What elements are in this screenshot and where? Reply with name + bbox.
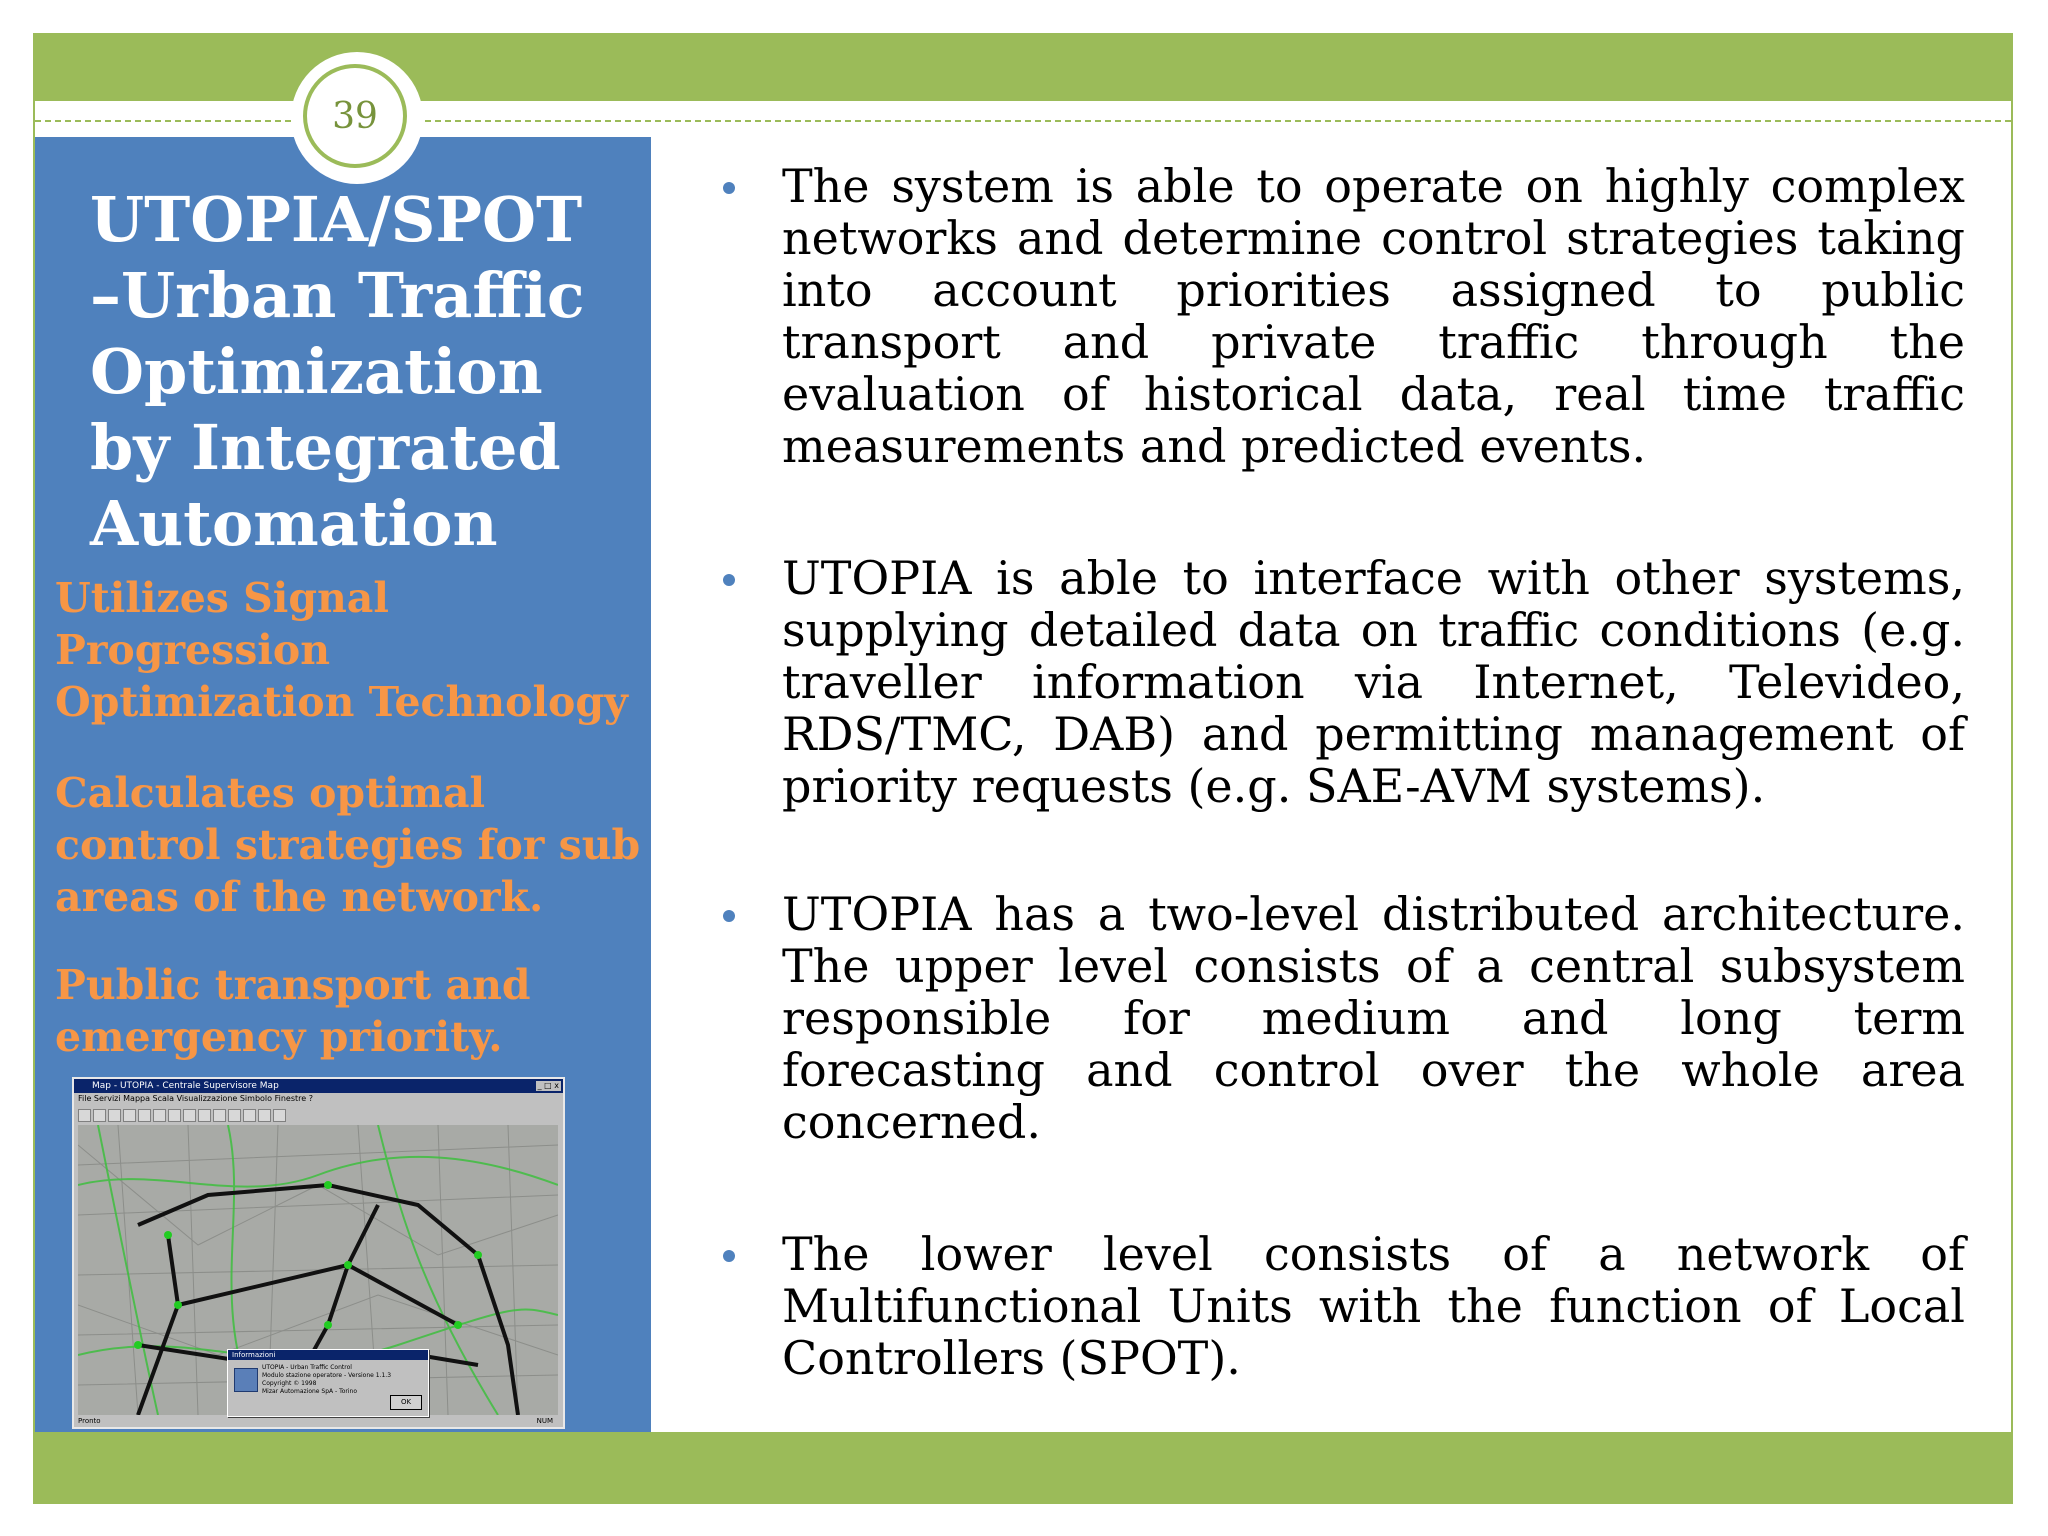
feature-line: control strategies for sub: [55, 821, 641, 869]
app-logo-icon: [234, 1368, 258, 1392]
toolbar-icon: [153, 1109, 166, 1122]
toolbar-icon: [273, 1109, 286, 1122]
bullet-line: Multifunctional Units with the function of Local: [782, 1279, 1965, 1333]
title-line: –Urban Traffic: [90, 259, 585, 332]
toolbar-icon: [198, 1109, 211, 1122]
bullet-line: Controllers (SPOT).: [782, 1331, 1241, 1385]
bullet-line: supplying detailed data on traffic conditions (e.g.: [782, 603, 1965, 657]
feature-line: Utilizes Signal: [55, 574, 389, 622]
bullet-line: forecasting and control over the whole area: [782, 1043, 1965, 1097]
bullet-line: networks and determine control strategies taking: [782, 211, 1965, 265]
bullet-line: RDS/TMC, DAB) and permitting management of: [782, 707, 1965, 761]
toolbar-icon: [228, 1109, 241, 1122]
toolbar-icon: [168, 1109, 181, 1122]
bullet-dot-icon: [723, 182, 735, 194]
toolbar-icon: [123, 1109, 136, 1122]
screenshot-status: Pronto: [78, 1417, 101, 1425]
bullet-line: responsible for medium and long term: [782, 991, 1965, 1045]
bullet-dot-icon: [723, 574, 735, 586]
feature-line: emergency priority.: [55, 1013, 503, 1061]
screenshot-toolbar: [78, 1107, 558, 1123]
feature-line: Progression: [55, 626, 331, 674]
feature-line: areas of the network.: [55, 873, 544, 921]
feature-signal-progression: [55, 572, 645, 728]
frame-right: [2011, 101, 2013, 1432]
bullet-line: concerned.: [782, 1095, 1041, 1149]
about-dialog-title: Informazioni: [228, 1350, 428, 1360]
screenshot-status-num: NUM: [536, 1417, 553, 1425]
dialog-line: UTOPIA - Urban Traffic Control: [262, 1364, 352, 1371]
bullet-line: evaluation of historical data, real time traffic: [782, 367, 1965, 421]
slide-title: [90, 182, 635, 562]
dialog-line: Mizar Automazione SpA - Torino: [262, 1388, 358, 1395]
toolbar-icon: [243, 1109, 256, 1122]
bullet-dot-icon: [723, 910, 735, 922]
toolbar-icon: [258, 1109, 271, 1122]
bullet-line: The lower level consists of a network of: [782, 1227, 1965, 1281]
bullet-text: [782, 1228, 1965, 1384]
bullet-line: The upper level consists of a central subsystem: [782, 939, 1965, 993]
slide-number: 39: [303, 64, 407, 168]
toolbar-icon: [183, 1109, 196, 1122]
feature-line: Public transport and: [55, 961, 531, 1009]
dialog-line: Copyright © 1998: [262, 1380, 317, 1387]
feature-priority: [55, 959, 645, 1063]
utopia-screenshot: [72, 1077, 565, 1429]
toolbar-icon: [213, 1109, 226, 1122]
toolbar-icon: [108, 1109, 121, 1122]
screenshot-titlebar: [74, 1079, 563, 1093]
bottom-band: [33, 1432, 2013, 1504]
bullet-line: UTOPIA is able to interface with other systems,: [782, 551, 1965, 605]
bullet-line: measurements and predicted events.: [782, 419, 1647, 473]
title-line: UTOPIA/SPOT: [90, 183, 583, 256]
about-dialog-text: [262, 1364, 391, 1396]
toolbar-icon: [78, 1109, 91, 1122]
bullet-text: [782, 888, 1965, 1148]
toolbar-icon: [138, 1109, 151, 1122]
bullet-line: UTOPIA has a two-level distributed architecture.: [782, 887, 1965, 941]
bullet-text: [782, 552, 1965, 812]
bullet-line: traveller information via Internet, Televideo,: [782, 655, 1965, 709]
bullet-line: into account priorities assigned to public: [782, 263, 1965, 317]
bullet-line: transport and private traffic through the: [782, 315, 1965, 369]
slide-number-badge: [291, 52, 423, 184]
title-line: Optimization: [90, 335, 543, 408]
title-line: by Integrated: [90, 411, 561, 484]
screenshot-window-title: Map - UTOPIA - Centrale Supervisore Map: [92, 1081, 279, 1091]
bullet-line: The system is able to operate on highly complex: [782, 159, 1965, 213]
about-dialog: [227, 1349, 429, 1417]
bullet-dot-icon: [723, 1250, 735, 1262]
feature-line: Calculates optimal: [55, 769, 486, 817]
bullet-text: [782, 160, 1965, 472]
toolbar-icon: [93, 1109, 106, 1122]
feature-line: Optimization Technology: [55, 678, 628, 726]
dialog-line: Modulo stazione operatore - Versione 1.1.3: [262, 1372, 392, 1379]
dialog-ok-button: OK: [390, 1395, 422, 1410]
screenshot-menu: File Servizi Mappa Scala Visualizzazione Simbolo Finestre ?: [78, 1094, 313, 1103]
feature-control-strategies: [55, 767, 645, 923]
window-controls-icon: _ □ x: [537, 1081, 559, 1090]
bullet-line: priority requests (e.g. SAE-AVM systems).: [782, 759, 1766, 813]
title-line: Automation: [90, 487, 498, 560]
